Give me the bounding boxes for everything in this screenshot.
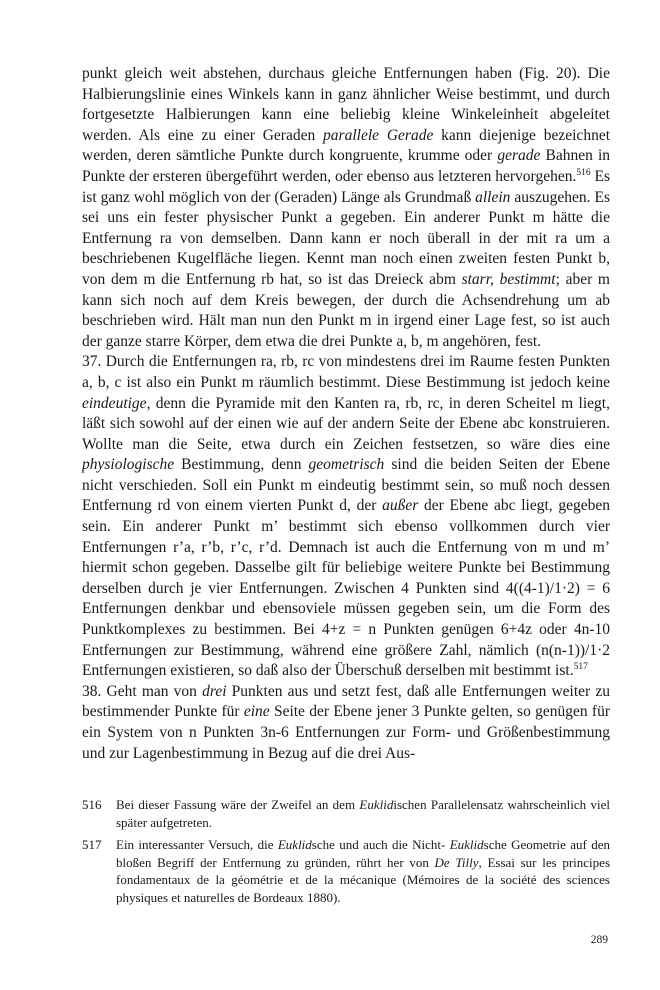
page-number: 289 xyxy=(590,934,608,946)
footnote-516: 516 Bei dieser Fassung wäre der Zweifel an dem Euklidischen Parallelensatz wahrscheinlich viel später aufgetreten. xyxy=(82,797,610,830)
footnote-ref-516[interactable]: 516 xyxy=(576,167,591,178)
paragraph-37: 37. Durch die Entfernungen ra, rb, rc von mindestens drei im Raume festen Punkten a, b, c ist also ein Punkt m räumlich bestimmt. Diese Bestimmung ist jedoch keine eindeutige, denn die Pyramide mit den Kanten ra, rb, rc, in deren Scheitel m liegt, läßt sich sowohl auf der einen wie auf der andern Seite der Ebene abc konstruieren. Wollte man die Seite, etwa durch ein Zeichen festsetzen, so wäre dies eine physiologische Bestimmung, denn geometrisch sind die beiden Seiten der Ebene nicht verschieden. Soll ein Punkt m eindeutig bestimmt sein, so muß noch dessen Entfernung rd von einem vierten Punkt d, der außer der Ebene abc liegt, gegeben sein. Ein anderer Punkt m’ bestimmt sich ebenso vollkommen durch vier Entfernungen r’a, r’b, r’c, r’d. Demnach ist auch die Entfernung von m und m’ hiermit schon gegeben. Dasselbe gilt für beliebige weitere Punkte bei Bestimmung derselben durch je vier Entfernungen. Zwischen 4 Punkten sind 4((4-1)/1·2) = 6 Entfernungen denkbar und ebensoviele müssen gegeben sein, um die Form des Punktkomplexes zu bestimmen. Bei 4+z = n Punkten genügen 6+4z oder 4n-10 Entfernungen zur Bestimmung, während eine größere Zahl, nämlich (n(n-1))/1·2 Entfernungen existieren, so daß also der Überschuß derselben mit bestimmt ist.$^{517}$ xyxy=(82,353,610,680)
footnote-number: 516 xyxy=(82,797,102,812)
footnote-ref-517[interactable]: 517 xyxy=(573,662,588,673)
footnote-517: 517 Ein interessanter Versuch, die Euklidsche und auch die Nicht- Euklidsche Geometrie auf den bloßen Begriff der Entfernung zu gründen, rührt her von De Tilly, Essai sur les principes fondamentaux de la géométrie et de la mécanique (Mémoires de la société des sciences physiques et naturelles de Bordeaux 1880). xyxy=(82,837,610,905)
main-text xyxy=(82,64,610,764)
footnote-number: 517 xyxy=(82,837,102,853)
paragraph-38: 38. Geht man von drei Punkten aus und setzt fest, daß alle Entfernungen weiter zu bestimmender Punkte für eine Seite der Ebene jener 3 Punkte gelten, so genügen für ein System von n Punkten 3n-6 Entfernungen zur Form- und Größenbestimmung und zur Lagenbestimmung in Bezug auf die drei Aus- xyxy=(82,682,610,762)
footnotes xyxy=(82,796,610,912)
paragraph-1: punkt gleich weit abstehen, durchaus gleiche Entfernungen haben (Fig. 20). Die Halbierungslinie eines Winkels kann in ganz ähnlicher Weise bestimmt, und durch fortgesetzte Halbierungen kann eine beliebig kleine Winkeleinheit abgeleitet werden. Als eine zu einer Geraden parallele Gerade kann diejenige bezeichnet werden, deren sämtliche Punkte durch kongruente, krumme oder gerade Bahnen in Punkte der ersteren übergeführt werden, oder ebenso aus letzteren hervorgehen.$^{516}$ Es ist ganz wohl möglich von der (Geraden) Länge als Grundmaß allein auszugehen. Es sei uns ein fester physischer Punkt a gegeben. Ein anderer Punkt m hätte die Entfernung ra von demselben. Dann kann er noch überall in der mit ra um a beschriebenen Kugelfläche liegen. Kennt man noch einen zweiten festen Punkt b, von dem m die Entfernung rb hat, so ist das Dreieck abm starr, bestimmt; aber m kann sich noch auf dem Kreis bewegen, der durch die Achsendrehung um ab beschrieben wird. Hält man nun den Punkt m in irgend einer Lage fest, so ist auch der ganze starre Körper, dem etwa die drei Punkte a, b, m angehören, fest. xyxy=(82,65,611,350)
